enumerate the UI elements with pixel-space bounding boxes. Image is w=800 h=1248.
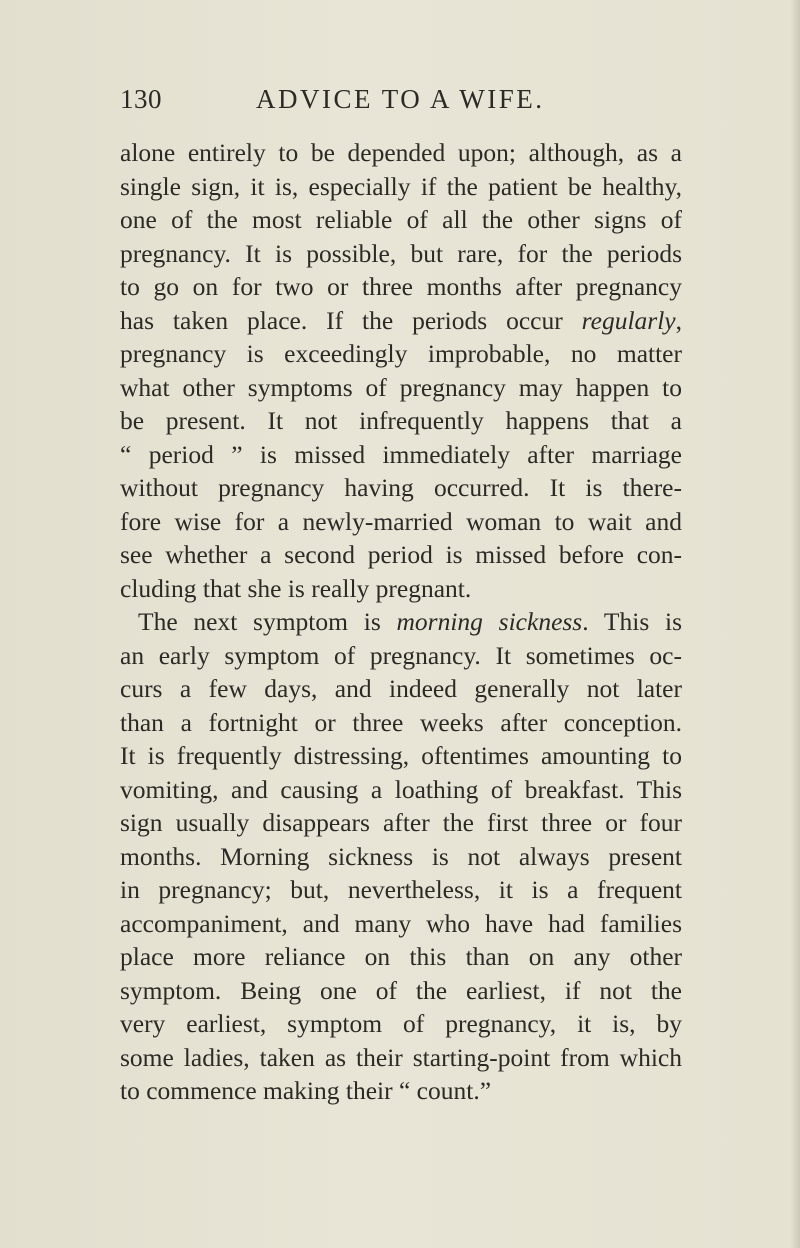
- page-edge-shadow: [790, 0, 800, 1248]
- text-line: [120, 371, 682, 405]
- text-line: [120, 1074, 682, 1108]
- text-line: [120, 1041, 682, 1075]
- text-line: [120, 203, 682, 237]
- text-segment: to go on for two or three months after pregnancy: [120, 272, 682, 301]
- text-segment: The next symptom is: [138, 607, 397, 636]
- italic-term: regularly: [581, 305, 676, 335]
- text-segment: see whether a second period is missed before con-: [120, 540, 682, 569]
- text-line: [120, 940, 682, 974]
- text-segment: pregnancy. It is possible, but rare, for the periods: [120, 238, 682, 268]
- text-line: [120, 840, 682, 874]
- text-line: [120, 170, 682, 204]
- text-line: [120, 505, 682, 539]
- text-line: [120, 337, 682, 371]
- text-segment: in pregnancy; but, nevertheless, it is a frequent: [120, 875, 682, 904]
- text-line: [120, 773, 682, 807]
- text-segment: cluding that she is really pregnant.: [120, 573, 472, 603]
- text-segment: than a fortnight or three weeks after conception.: [120, 707, 682, 737]
- text-segment: sign usually disappears after the first three or four: [120, 808, 682, 837]
- text-segment: accompaniment, and many who have had families: [120, 908, 682, 938]
- text-segment: single sign, it is, especially if the patient be healthy,: [120, 171, 682, 201]
- text-segment: “ period ” is missed immediately after marriage: [120, 439, 682, 469]
- text-segment: without pregnancy having occurred. It is there-: [120, 473, 682, 502]
- italic-term: morning sickness: [396, 607, 583, 636]
- text-line: [120, 639, 682, 673]
- text-segment: ,: [675, 305, 682, 335]
- text-segment: one of the most reliable of all the other signs of: [120, 205, 682, 234]
- text-segment: place more reliance on this than on any other: [120, 942, 682, 971]
- text-line: [120, 1007, 682, 1041]
- text-line: [120, 304, 682, 338]
- body-text: [120, 136, 682, 1108]
- text-line: [120, 438, 682, 472]
- text-line: [120, 974, 682, 1008]
- text-segment: an early symptom of pregnancy. It sometimes oc-: [120, 640, 682, 670]
- text-line: [120, 873, 682, 907]
- text-segment: pregnancy is exceedingly improbable, no matter: [120, 339, 682, 368]
- text-line: [120, 739, 682, 773]
- text-line: [120, 672, 682, 706]
- text-line: [120, 404, 682, 438]
- text-line: [120, 471, 682, 505]
- text-line: [120, 806, 682, 840]
- text-line: [120, 907, 682, 941]
- text-segment: has taken place. If the periods occur: [120, 305, 582, 335]
- text-segment: symptom. Being one of the earliest, if not the: [120, 975, 682, 1005]
- text-segment: to commence making their “ count.”: [120, 1076, 492, 1105]
- text-line: [120, 605, 682, 639]
- text-line: [120, 270, 682, 304]
- text-segment: vomiting, and causing a loathing of breakfast. This: [120, 774, 682, 804]
- text-line: [120, 136, 682, 170]
- text-segment: . This is: [582, 607, 683, 636]
- text-line: [120, 538, 682, 572]
- running-title: ADVICE TO A WIFE.: [256, 84, 545, 114]
- page-number: 130: [120, 84, 162, 114]
- text-segment: be present. It not infrequently happens that a: [120, 406, 682, 435]
- text-line: [120, 572, 682, 606]
- text-segment: It is frequently distressing, oftentimes amounting to: [120, 741, 682, 770]
- running-head: [120, 84, 680, 120]
- text-segment: very earliest, symptom of pregnancy, it is, by: [120, 1009, 682, 1038]
- text-segment: alone entirely to be depended upon; although, as a: [120, 138, 682, 167]
- text-segment: months. Morning sickness is not always present: [120, 841, 682, 871]
- text-segment: what other symptoms of pregnancy may happen to: [120, 372, 682, 402]
- text-segment: curs a few days, and indeed generally not later: [120, 674, 682, 703]
- text-segment: fore wise for a newly-married woman to wait and: [120, 506, 682, 536]
- text-line: [120, 237, 682, 271]
- text-line: [120, 706, 682, 740]
- text-segment: some ladies, taken as their starting-point from which: [120, 1042, 682, 1072]
